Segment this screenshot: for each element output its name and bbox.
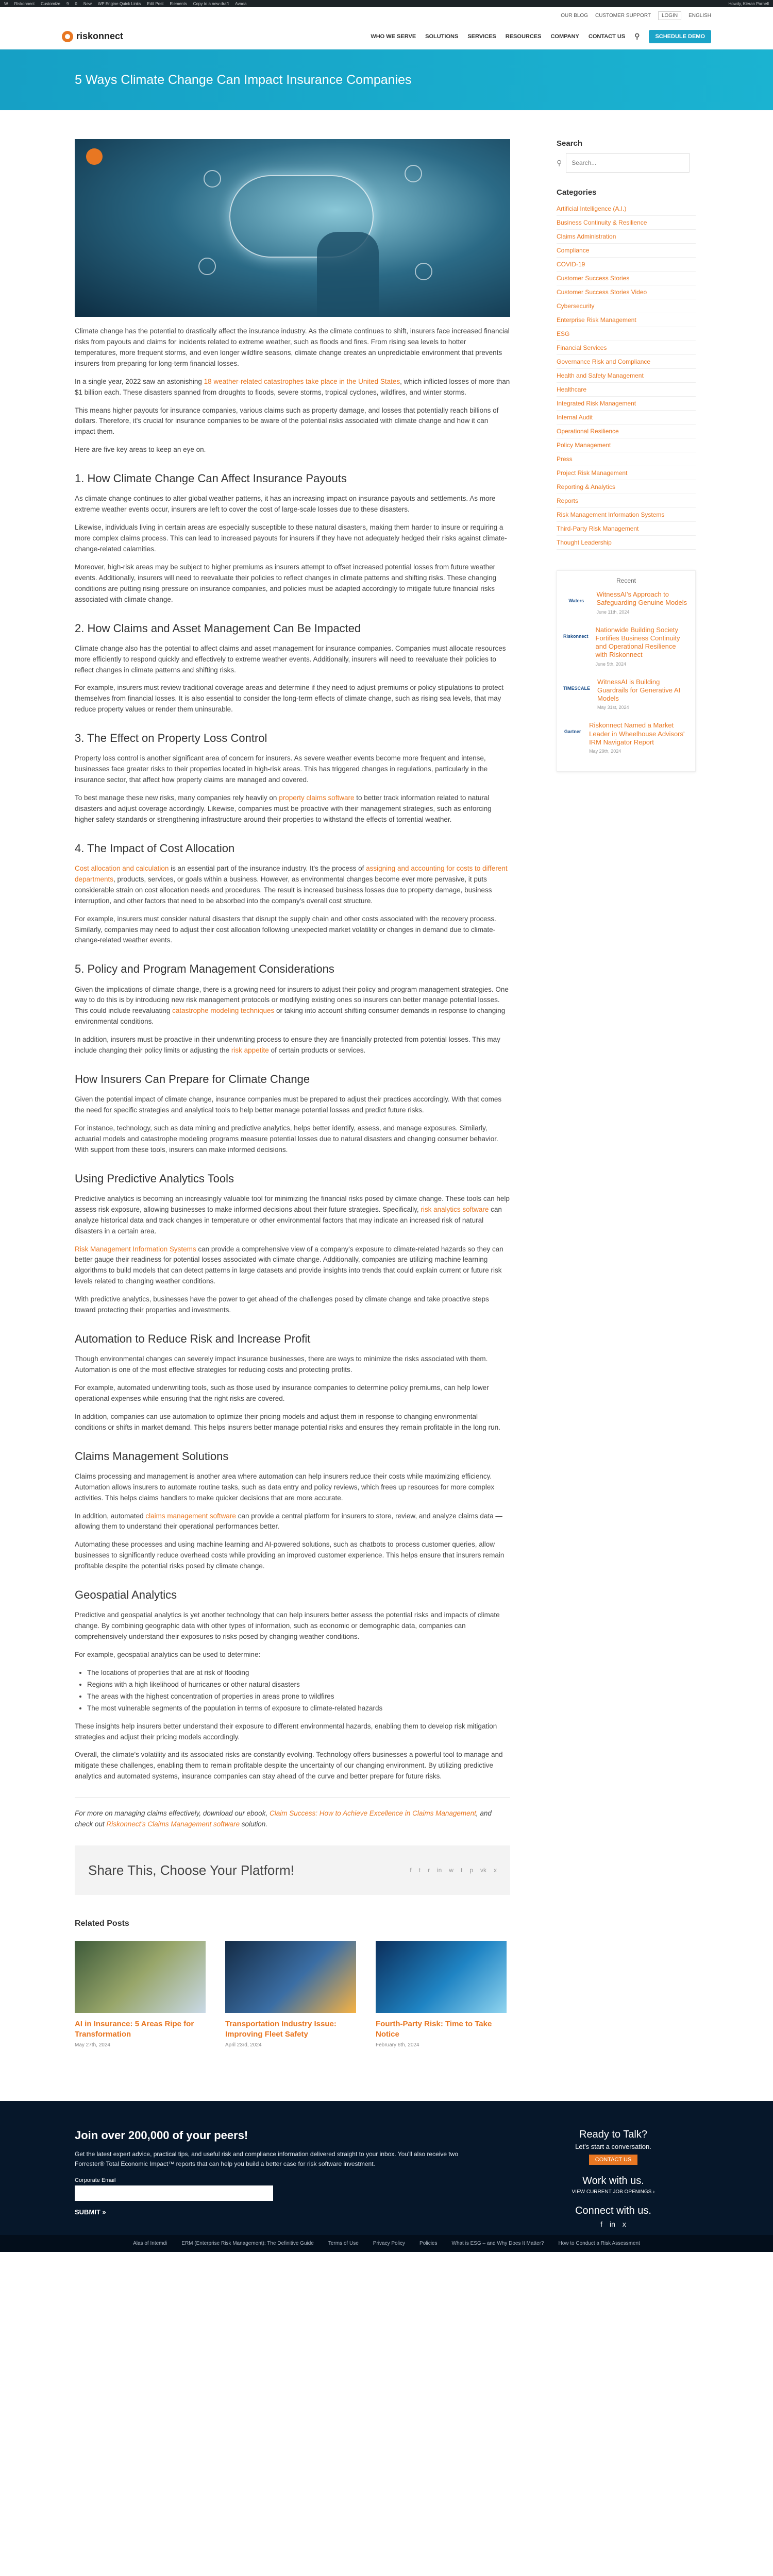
- logo-mark-icon: [62, 31, 73, 42]
- paragraph: Automating these processes and using machine learning and AI-powered solutions, such as chatbots to process customer queries, allow businesses to significantly reduce overhead costs while providing an improved customer experience. This helps ensure that insurers remain profitable despite the potential risks posed by climate change.: [75, 1540, 505, 1570]
- search-input[interactable]: [566, 153, 690, 173]
- tech-icon: [405, 165, 422, 182]
- share-icon[interactable]: w: [449, 1866, 453, 1874]
- intro-paragraph: Climate change has the potential to drastically affect the insurance industry. As the climate continues to shift, insurers face increased financial risks from payouts and claims for incidents related to extreme weather, such as floods and fires. From rising sea levels to hotter temperatures, more frequent storms, and even longer wildfire seasons, climate change creates an unpredictable environment that prevents insurers from preparing for long-term financial losses.: [75, 327, 510, 367]
- category-link[interactable]: Project Risk Management: [557, 466, 696, 480]
- section-heading: Claims Management Solutions: [75, 1449, 229, 1463]
- paragraph: Given the implications of climate change, there is a growing need for insurers to adjust their policy and program management strategies. One way to do this is by introducing new risk management protocols or modifying existing ones so insurers can better manage potential losses. This could include reevaluating catastrophe modeling techniques or taking into account shifting consumer demands in response to changing environmental conditions.: [75, 985, 509, 1026]
- paragraph: Risk Management Information Systems can provide a comprehensive view of a company's exposure to climate-related hazards so they can better gauge their readiness for potential losses associated with climate change. Additionally, companies are utilizing machine learning algorithms to build models that can detect patterns in large datasets and provide insights into trends that could explain current or future risk levels related to changing weather conditions.: [75, 1245, 503, 1285]
- footer-title: Join over 200,000 of your peers!: [75, 2128, 248, 2142]
- nav-item-resources[interactable]: RESOURCES: [505, 33, 542, 40]
- section-heading: Using Predictive Analytics Tools: [75, 1172, 234, 1185]
- recent-logo: Riskonnect: [563, 633, 589, 639]
- category-link[interactable]: Governance Risk and Compliance: [557, 355, 696, 369]
- share-box: [75, 1845, 510, 1895]
- blog-link[interactable]: OUR BLOG: [561, 12, 588, 19]
- admin-bar-item[interactable]: WP Engine Quick Links: [97, 1, 141, 6]
- recent-box: [557, 570, 696, 772]
- logo[interactable]: [62, 31, 123, 42]
- related-post-title[interactable]: Fourth-Party Risk: Time to Take Notice: [376, 2020, 492, 2039]
- share-icon[interactable]: t: [418, 1866, 421, 1874]
- tech-icon: [204, 170, 221, 188]
- category-link[interactable]: Reports: [557, 494, 696, 508]
- list-item: • Regions with a high likelihood of hurricanes or other natural disasters: [87, 1680, 510, 1690]
- work-title: Work with us.: [582, 2175, 644, 2187]
- claims-software-link[interactable]: Riskonnect's Claims Management software: [106, 1820, 240, 1828]
- social-icon[interactable]: in: [609, 2219, 615, 2228]
- share-icon[interactable]: r: [427, 1866, 430, 1874]
- recent-date: June 5th, 2024: [595, 661, 627, 667]
- recent-logo: TIMESCALE: [563, 685, 591, 691]
- paragraph: Overall, the climate's volatility and its associated risks are constantly evolving. Technology offers businesses a powerful tool to manage and mitigate these challenges, enabling them to remain profitable despite the uncertainty of our changing environment. By utilizing predictive analytics and automated systems, insurance companies can stay ahead of the curve and better prepare for future risks.: [75, 1751, 503, 1781]
- closing-note: For more on managing claims effectively, download our ebook, Claim Success: How to Achieve Excellence in Claims Management, and check out Riskonnect's Claims Management software solution.: [75, 1798, 510, 1830]
- footer-link[interactable]: How to Conduct a Risk Assessment: [558, 2240, 640, 2246]
- list-item: • The most vulnerable segments of the population in terms of exposure to climate-related hazards: [87, 1703, 510, 1714]
- category-link[interactable]: Internal Audit: [557, 411, 696, 425]
- email-label: Corporate Email: [75, 2177, 116, 2184]
- category-link[interactable]: COVID-19: [557, 258, 696, 272]
- paragraph: With predictive analytics, businesses have the power to get ahead of the challenges posed by climate change and take proactive steps toward protecting their properties and investments.: [75, 1295, 489, 1314]
- footer-text: Get the latest expert advice, practical tips, and useful risk and compliance information delivered straight to your inbox. You'll also receive two Forrester® Total Economic Impact™ reports that can help you build a better case for risk software investment.: [75, 2150, 459, 2167]
- related-post-title[interactable]: Transportation Industry Issue: Improving Fleet Safety: [225, 2020, 337, 2039]
- share-title: Share This, Choose Your Platform!: [88, 1862, 294, 1878]
- section-heading: Geospatial Analytics: [75, 1588, 177, 1602]
- social-icon[interactable]: x: [622, 2219, 626, 2228]
- section-heading: 5. Policy and Program Management Considerations: [75, 962, 334, 976]
- recent-item[interactable]: [563, 678, 689, 710]
- category-link[interactable]: Claims Administration: [557, 230, 696, 244]
- admin-bar-item[interactable]: W: [4, 1, 8, 6]
- recent-date: May 31st, 2024: [597, 705, 629, 710]
- section-heading: Automation to Reduce Risk and Increase Profit: [75, 1332, 311, 1346]
- admin-bar-item[interactable]: New: [83, 1, 92, 6]
- footer-link[interactable]: Terms of Use: [328, 2240, 359, 2246]
- footer-link[interactable]: ERM (Enterprise Risk Management): The Definitive Guide: [181, 2240, 314, 2246]
- nav-item-solutions[interactable]: SOLUTIONS: [425, 33, 459, 40]
- paragraph: Though environmental changes can severely impact insurance businesses, there are ways to minimize the risks associated with them. Automation is one of the most effective strategies for reducing costs and protecting profits.: [75, 1355, 488, 1374]
- hand-icon: [317, 232, 379, 317]
- category-link[interactable]: Cybersecurity: [557, 299, 696, 313]
- section-heading: 4. The Impact of Cost Allocation: [75, 841, 235, 855]
- bullet-list: [87, 1668, 510, 1714]
- nav-item-company[interactable]: COMPANY: [550, 33, 579, 40]
- share-icon[interactable]: p: [469, 1866, 473, 1874]
- categories-title: Categories: [557, 188, 597, 197]
- section-heading: 2. How Claims and Asset Management Can Be Impacted: [75, 621, 361, 635]
- admin-bar-item[interactable]: Customize: [41, 1, 60, 6]
- footer-link[interactable]: Privacy Policy: [373, 2240, 406, 2246]
- paragraph: For example, automated underwriting tools, such as those used by insurance companies to determine policy premiums, can help lower operational expenses while ensuring that the right risks are covered.: [75, 1383, 489, 1402]
- recent-text: [589, 721, 689, 754]
- list-item: • The areas with the highest concentration of properties in areas prone to wildfires: [87, 1691, 510, 1702]
- ebook-link[interactable]: Claim Success: How to Achieve Excellence in Claims Management: [269, 1809, 476, 1818]
- paragraph: For example, insurers must review traditional coverage areas and determine if they need to adjust premiums or policy stipulations to protect themselves from financial losses. It is also essential to consider the long-term effects of climate change, such as rising sea levels, that may reduce property values or render them uninsurable.: [75, 684, 504, 714]
- paragraph: Predictive and geospatial analytics is yet another technology that can help insurers better assess the potential risks and impacts of climate change. By combining geographic data with other types of information, such as economic or demographic data, companies can comprehensively understand their exposures to risks posed by changing weather conditions.: [75, 1611, 500, 1641]
- paragraph: Here are five key areas to keep an eye on.: [75, 446, 206, 454]
- recent-date: June 11th, 2024: [596, 609, 630, 615]
- recent-title[interactable]: Riskonnect Named a Market Leader in Wheelhouse Advisors' IRM Navigator Report: [589, 721, 685, 746]
- recent-title[interactable]: WitnessAI's Approach to Safeguarding Genuine Models: [596, 590, 687, 607]
- related-title: Related Posts: [75, 1919, 129, 1928]
- paragraph: In addition, companies can use automation to optimize their pricing models and adjust them in response to changing environmental conditions or shifts in market demand. This helps insurers better manage potential risks and ensures they remain profitable in the long run.: [75, 1412, 500, 1431]
- related-image: [225, 1941, 356, 2013]
- paragraph: These insights help insurers better understand their exposure to different environmental hazards, enabling them to develop risk mitigation strategies and adjust their pricing models accordingly.: [75, 1722, 497, 1741]
- category-link[interactable]: Third-Party Risk Management: [557, 522, 696, 536]
- inline-link[interactable]: Risk Management Information Systems: [75, 1245, 196, 1253]
- admin-bar-item[interactable]: Elements: [170, 1, 187, 6]
- paragraph: This means higher payouts for insurance companies, various claims such as property damage, and losses that potentially reach billions of dollars. Therefore, it's crucial for insurance companies to be aware of the potential risks associated with climate change and how it can impact them.: [75, 406, 499, 436]
- admin-bar-item[interactable]: 9: [66, 1, 69, 6]
- connect-title: Connect with us.: [575, 2205, 651, 2216]
- search-title: Search: [557, 139, 583, 148]
- recent-title[interactable]: WitnessAI is Building Guardrails for Generative AI Models: [597, 677, 681, 702]
- category-link[interactable]: Health and Safety Management: [557, 369, 696, 383]
- category-link[interactable]: Customer Success Stories Video: [557, 285, 696, 299]
- tech-icon: [198, 258, 216, 275]
- list-item: • The locations of properties that are at risk of flooding: [87, 1668, 510, 1679]
- related-post-date: May 27th, 2024: [75, 2042, 110, 2048]
- related-post-date: February 6th, 2024: [376, 2042, 419, 2048]
- section-heading: 1. How Climate Change Can Affect Insurance Payouts: [75, 472, 347, 485]
- category-link[interactable]: Customer Success Stories: [557, 272, 696, 285]
- share-icon[interactable]: t: [460, 1866, 463, 1874]
- category-link[interactable]: Artificial Intelligence (A.I.): [557, 202, 696, 216]
- paragraph: Moreover, high-risk areas may be subject to higher premiums as insurers attempt to offset increased potential losses from future weather events. Additionally, insurers will need to reevaluate their policies to reflect changes in climate patterns and shifting risks. These changing conditions are putting rising pressure on insurance companies, and policies must be adapted accordingly to mitigate future financial risks associated with climate change.: [75, 563, 497, 603]
- language-select[interactable]: ENGLISH: [688, 12, 711, 19]
- page-title: 5 Ways Climate Change Can Impact Insurance Companies: [75, 72, 412, 87]
- nav-item-services[interactable]: SERVICES: [467, 33, 496, 40]
- admin-bar-item[interactable]: 0: [75, 1, 77, 6]
- sidebar: [557, 139, 696, 2049]
- category-link[interactable]: Reporting & Analytics: [557, 480, 696, 494]
- category-link[interactable]: Healthcare: [557, 383, 696, 397]
- paragraph: In addition, automated claims management software can provide a central platform for insurers to store, review, and analyze claims data — allowing them to understand their operational performances better.: [75, 1512, 502, 1531]
- category-link[interactable]: Policy Management: [557, 438, 696, 452]
- inline-link[interactable]: assigning and accounting for costs to different departments: [75, 864, 508, 883]
- submit-button[interactable]: SUBMIT »: [75, 2208, 106, 2216]
- recent-text: [597, 678, 689, 710]
- category-link[interactable]: Press: [557, 452, 696, 466]
- login-button[interactable]: LOGIN: [658, 11, 681, 20]
- inline-link[interactable]: property claims software: [279, 794, 355, 802]
- footer-link[interactable]: Alas of Intemdi: [133, 2240, 167, 2246]
- inline-link[interactable]: 18 weather-related catastrophes take place in the United States: [204, 377, 400, 385]
- related-image: [75, 1941, 206, 2013]
- social-icon[interactable]: f: [600, 2219, 602, 2228]
- recent-title: Recent: [616, 577, 636, 584]
- related-posts: [75, 1941, 510, 2049]
- inline-link[interactable]: Cost allocation and calculation: [75, 864, 169, 872]
- share-icon[interactable]: in: [436, 1866, 442, 1874]
- related-post[interactable]: [75, 1941, 206, 2049]
- paragraph: Predictive analytics is becoming an increasingly valuable tool for minimizing the financial risks posed by climate change. These tools can help assess risk exposure, allowing businesses to make informed decisions about their future strategies. Specifically, risk analytics software can analyze historical data and track changes in temperature or other environmental factors that may indicate an increased risk of natural disasters in a certain area.: [75, 1194, 510, 1235]
- recent-item[interactable]: [563, 721, 689, 754]
- schedule-demo-button[interactable]: SCHEDULE DEMO: [649, 30, 711, 43]
- jobs-link[interactable]: VIEW CURRENT JOB OPENINGS ›: [572, 2189, 655, 2195]
- inline-link[interactable]: risk appetite: [231, 1046, 269, 1055]
- talk-sub: Let's start a conversation.: [575, 2142, 651, 2150]
- brand-badge-icon: [86, 148, 103, 165]
- utility-bar: [0, 7, 773, 24]
- contact-button[interactable]: CONTACT US: [589, 2155, 638, 2165]
- admin-user[interactable]: Howdy, Kieran Parnell: [728, 1, 769, 6]
- share-icon[interactable]: vk: [480, 1866, 486, 1874]
- talk-title: Ready to Talk?: [579, 2128, 647, 2140]
- paragraph: For example, insurers must consider natural disasters that disrupt the supply chain and other costs associated with the recovery process. Similarly, companies may need to adjust their cost allocation following unexpected market volatility or changes in demand due to climate-change-related weather events.: [75, 914, 496, 944]
- section-heading: 3. The Effect on Property Loss Control: [75, 732, 267, 745]
- category-link[interactable]: Operational Resilience: [557, 425, 696, 438]
- recent-text: [596, 626, 689, 667]
- search-icon: ⚲: [557, 158, 562, 167]
- category-link[interactable]: Business Continuity & Resilience: [557, 216, 696, 230]
- category-link[interactable]: Risk Management Information Systems: [557, 508, 696, 522]
- admin-bar-item[interactable]: Avada: [235, 1, 247, 6]
- related-post[interactable]: [376, 1941, 507, 2049]
- admin-bar-item[interactable]: Copy to a new draft: [193, 1, 229, 6]
- paragraph: Claims processing and management is another area where automation can help insurers reduce their costs while maximizing efficiency. Automation allows insurers to automate routine tasks, such as data entry and policy reviews, which frees up resources for more complex activities. This helps claims handlers to make quicker decisions that are more accurate.: [75, 1472, 495, 1502]
- related-post-title[interactable]: AI in Insurance: 5 Areas Ripe for Transformation: [75, 2020, 194, 2039]
- recent-item[interactable]: [563, 590, 689, 615]
- category-link[interactable]: Enterprise Risk Management: [557, 313, 696, 327]
- recent-title[interactable]: Nationwide Building Society Fortifies Business Continuity and Operational Resilience with Riskonnect: [595, 625, 680, 659]
- paragraph: Climate change also has the potential to affect claims and asset management for insurance companies. Companies must allocate resources more efficiently to respond quickly and effectively to extreme weather events. Additionally, insurers will need to reevaluate their policies to reflect changes in climate patterns and shifting risks.: [75, 644, 506, 674]
- nav-item-contact-us[interactable]: CONTACT US: [588, 33, 626, 40]
- featured-image: [75, 139, 510, 317]
- search-icon[interactable]: ⚲: [634, 32, 640, 40]
- paragraph: Given the potential impact of climate change, insurance companies must be prepared to adjust their practices accordingly. With that comes the need for specific strategies and analytical tools to help better manage potential losses and predict future risks.: [75, 1095, 502, 1114]
- admin-bar-item[interactable]: Edit Post: [147, 1, 164, 6]
- paragraph: In a single year, 2022 saw an astonishing 18 weather-related catastrophes take place in the United States, which inflicted losses of more than $1 billion each. These disasters spanned from droughts to floods, severe storms, tropical cyclones, wildfires, and winter storms.: [75, 377, 510, 396]
- main-nav: [0, 24, 773, 49]
- support-link[interactable]: CUSTOMER SUPPORT: [595, 12, 651, 19]
- paragraph: As climate change continues to alter global weather patterns, it has an increasing impact on insurance payouts and settlements. As more extreme weather events occur, insurers are left to cover the cost of large-scale losses due to these disasters.: [75, 495, 496, 514]
- related-post[interactable]: [225, 1941, 356, 2049]
- category-link[interactable]: Financial Services: [557, 341, 696, 355]
- paragraph: Property loss control is another significant area of concern for insurers. As severe weather events become more frequent and intense, businesses face greater risks to their properties located in high-risk areas. This has triggered changes in regulations, particularly in the insurance sector, that affect how property claims are managed and covered.: [75, 754, 488, 784]
- paragraph: Cost allocation and calculation is an essential part of the insurance industry. It's the process of assigning and accounting for costs to different departments, products, services, or goals within a business. However, as environmental changes become ever more pervasive, it puts considerable strain on cost allocation needs and procedures. The result is increased business losses due to property damage, business interruption, and other factors that need to be absorbed into the company's overall cost structure.: [75, 864, 508, 905]
- related-post-date: April 23rd, 2024: [225, 2042, 262, 2048]
- nav-item-who-we-serve[interactable]: WHO WE SERVE: [371, 33, 416, 40]
- admin-bar-item[interactable]: Riskonnect: [14, 1, 35, 6]
- paragraph: For example, geospatial analytics can be used to determine:: [75, 1651, 261, 1658]
- page-hero: [0, 49, 773, 110]
- recent-logo: Waters: [568, 598, 584, 603]
- footer-link[interactable]: Policies: [419, 2240, 438, 2246]
- inline-link[interactable]: catastrophe modeling techniques: [172, 1007, 275, 1015]
- related-image: [376, 1941, 507, 2013]
- category-link[interactable]: Integrated Risk Management: [557, 397, 696, 411]
- recent-logo: Gartner: [564, 729, 581, 735]
- article: [75, 139, 510, 2049]
- share-icon[interactable]: f: [410, 1866, 412, 1874]
- section-heading: How Insurers Can Prepare for Climate Change: [75, 1073, 310, 1086]
- recent-date: May 29th, 2024: [589, 749, 621, 754]
- brand-name: riskonnect: [76, 31, 124, 41]
- category-link[interactable]: ESG: [557, 327, 696, 341]
- recent-item[interactable]: [563, 626, 689, 667]
- paragraph: To best manage these new risks, many companies rely heavily on property claims software to better track information related to natural disasters and adjust coverage accordingly. Likewise, companies must be proactive with their management strategies, such as enforcing higher safety standards or strengthening infrastructure around their properties to withstand the effects of torrential weather.: [75, 794, 492, 823]
- tech-icon: [415, 263, 432, 280]
- inline-link[interactable]: claims management software: [145, 1512, 236, 1520]
- category-link[interactable]: Thought Leadership: [557, 536, 696, 550]
- email-field[interactable]: [75, 2185, 273, 2201]
- paragraph: In addition, insurers must be proactive in their underwriting process to ensure they are financially protected from potential losses. This may include changing their policy limits or adjusting the risk appetite of certain products or services.: [75, 1036, 500, 1055]
- footer: [0, 2101, 773, 2252]
- recent-text: [597, 590, 689, 615]
- share-icon[interactable]: x: [494, 1866, 497, 1874]
- paragraph: For instance, technology, such as data mining and predictive analytics, helps better identify, assess, and manage exposures. Similarly, actuarial models and catastrophe modeling programs measure potential losses due to natural disasters and changing consumer behavior. With support from these tools, insurers can make informed decisions.: [75, 1124, 498, 1154]
- category-link[interactable]: Compliance: [557, 244, 696, 258]
- admin-bar: [0, 0, 773, 7]
- paragraph: Likewise, individuals living in certain areas are especially susceptible to these natural disasters, making them harder to insure or requiring a more complex claims process. This can lead to increased payouts for insurers if they have not adequately hedged their risks against climate-change-related calamities.: [75, 523, 507, 553]
- inline-link[interactable]: risk analytics software: [421, 1205, 489, 1213]
- footer-link[interactable]: What is ESG – and Why Does It Matter?: [451, 2240, 544, 2246]
